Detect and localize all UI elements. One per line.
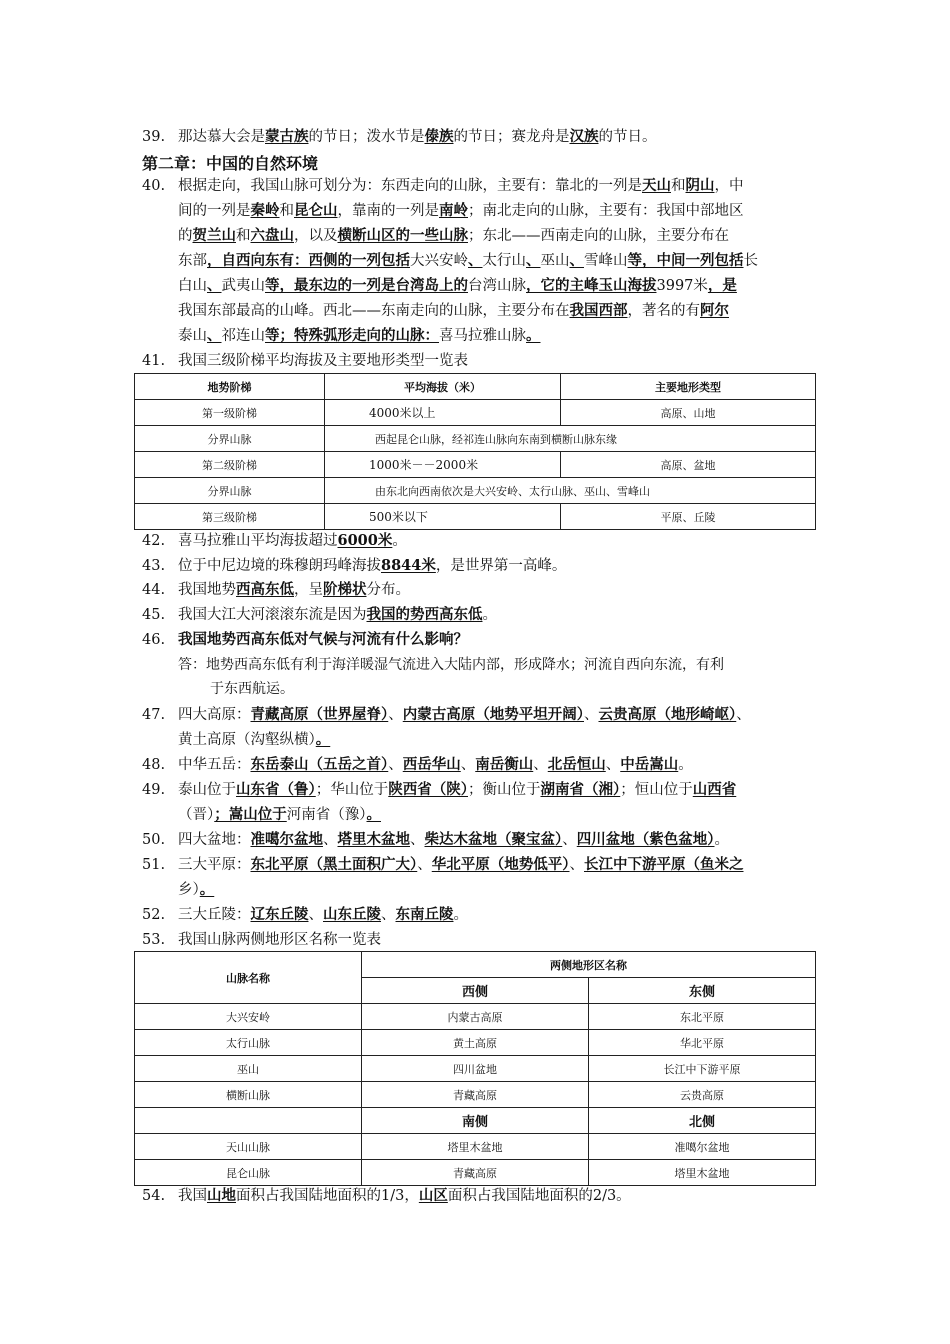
document-page: 39. 那达慕大会是蒙古族的节日；泼水节是傣族的节日；赛龙舟是汉族的节日。 第二章：中国的自然环境 40. 根据走向，我国山脉可划分为：东西走向的山脉，主要有：靠北的一列是天山和阴山，中 间的一列是秦岭和昆仑山，靠南的一列是南岭；南北走向的山脉，主要有：我国中部地区 的贺兰山和六盘山，以及横断山区的一些山脉；东北——西南走向的山脉，主要分布在 东部，自西向东有：西侧的一列包括大兴安岭、太行山、巫山、雪峰山等，中间一列包括长 白山、武夷山等，最东边的一列是台湾岛上的台湾山脉，它的主峰玉山海拔3997米，是 我国东部最高的山峰。西北——东南走向的山脉，主要分布在我国西部，著名的有阿尔 泰山、祁连山等；特殊弧形走向的山脉：喜马拉雅山脉。 41. 我国三级阶梯平均海拔及主要地形类型一览表 地势阶梯 平均海拔（米） 主要地形类型 第一级阶梯 4000米以上 高原、山地 分界山脉 西起昆仑山脉，经祁连山脉向东南到横断山脉东缘 第二级阶梯 1000米－－2000米 高原、盆地 分界山脉 由东北向西南依次是大兴安岭、太行山脉、巫山、雪峰山 第三级阶梯 500米以下 平原、丘陵 42. 喜马拉雅山平均海拔超过6000米。 43. 位于中尼边境的珠穆朗玛峰海拔8844米，是世界第一高峰。 44. 我国地势西高东低，呈阶梯状分布。 45. 我国大江大河滚滚东流是因为我国的势西高东低。 46. 我国地势西高东低对气候与河流有什么影响？ 答：地势西高东低有利于海洋暖湿气流进入大陆内部，形成降水；河流自西向东流，有利 于东西航运。 47. 四大高原：青藏高原（世界屋脊）、内蒙古高原（地势平坦开阔）、云贵高原（地形崎岖）、 黄土高原（沟壑纵横）。 48. 中华五岳：东岳泰山（五岳之首）、西岳华山、南岳衡山、北岳恒山、中岳嵩山。 49. 泰山位于山东省（鲁）；华山位于陕西省（陕）；衡山位于湖南省（湘）；恒山位于山西省 （晋）；嵩山位于河南省（豫）。 50. 四大盆地：准噶尔盆地、塔里木盆地、柴达木盆地（聚宝盆）、四川盆地（紫色盆地）。 51. 三大平原：东北平原（黑土面积广大）、华北平原（地势低平）、长江中下游平原（鱼米之 乡）。 52. 三大丘陵：辽东丘陵、山东丘陵、东南丘陵。 53. 我国山脉两侧地形区名称一览表 山脉名称 两侧地形区名称 西侧 东侧 大兴安岭 内蒙古高原 东北平原 太行山脉 黄土高原 华北平原 巫山 四川盆地 长江中下游平原 横断山脉 青藏高原 云贵高原 南侧 北侧 天山山脉 塔里木盆地 准噶尔盆地 昆仑山脉 青藏高原 塔里木盆地 54. 我国山地面积占我国陆地面积的1/3，山区面积占我国陆地面积的2/3。 bbox=[0, 0, 950, 1344]
text-segment: 、 bbox=[308, 907, 323, 923]
key-term: 中岳嵩山 bbox=[620, 756, 679, 773]
text-segment: ，著名的有 bbox=[627, 303, 700, 319]
text-segment: （晋） bbox=[178, 807, 215, 823]
text-segment: 和 bbox=[279, 203, 294, 219]
text-segment: 、 bbox=[323, 832, 338, 848]
text-segment: 、 bbox=[584, 707, 599, 723]
key-term: 蒙古族 bbox=[265, 128, 309, 145]
key-term: 四川盆地（紫色盆地） bbox=[576, 831, 715, 848]
key-term: 山地 bbox=[207, 1187, 236, 1204]
text-segment: 河南省（豫） bbox=[286, 807, 367, 823]
text-segment: 分布。 bbox=[366, 582, 410, 598]
key-term: 6000米 bbox=[337, 532, 393, 549]
text-segment: 巫山 bbox=[540, 253, 570, 269]
text-segment: 的节日；赛龙舟是 bbox=[453, 129, 570, 145]
text-segment: 、 bbox=[569, 857, 584, 873]
text-segment: 、 bbox=[562, 832, 577, 848]
item-40-line-1 bbox=[178, 174, 744, 198]
key-term: 等，中间一列包括 bbox=[627, 252, 744, 269]
text-segment: 黄土高原（沟壑纵横） bbox=[178, 732, 316, 748]
text-segment: 四大高原： bbox=[178, 707, 251, 723]
text-segment: 我国 bbox=[178, 1188, 207, 1204]
key-term: 柴达木盆地（聚宝盆） bbox=[424, 831, 563, 848]
text-segment: 。 bbox=[453, 907, 468, 923]
key-term: 。 bbox=[366, 806, 381, 823]
text-segment: 面积占我国陆地面积的1/3， bbox=[236, 1188, 419, 1204]
text-segment: 我国大江大河滚滚东流是因为 bbox=[178, 607, 367, 623]
item-40-line-2 bbox=[178, 199, 744, 223]
text-segment: 四大盆地： bbox=[178, 832, 251, 848]
key-term: 东南丘陵 bbox=[395, 906, 454, 923]
key-term: 西岳华山 bbox=[402, 756, 461, 773]
terrain-steps-table bbox=[134, 373, 816, 530]
table-row: 太行山脉 黄土高原 华北平原 bbox=[135, 1030, 816, 1056]
text-segment: 的节日；泼水节是 bbox=[308, 129, 425, 145]
text-segment: ，呈 bbox=[294, 582, 323, 598]
text-segment: 。 bbox=[678, 757, 693, 773]
key-term: 天山 bbox=[642, 177, 671, 194]
text-segment: 。 bbox=[714, 832, 729, 848]
text-segment: 祁连山 bbox=[221, 328, 265, 344]
text-segment: 根据走向，我国山脉可划分为：东西走向的山脉，主要有：靠北的一列是 bbox=[178, 178, 642, 194]
key-term: 汉族 bbox=[569, 128, 599, 145]
text-segment: 、 bbox=[460, 757, 476, 773]
text-segment: ；恒山位于 bbox=[620, 782, 693, 798]
table-row: 大兴安岭 内蒙古高原 东北平原 bbox=[135, 1004, 816, 1030]
key-term: 阿尔 bbox=[700, 302, 729, 319]
key-term: 辽东丘陵 bbox=[250, 906, 309, 923]
key-term: 、 bbox=[207, 327, 222, 344]
key-term: 山西省 bbox=[692, 781, 737, 798]
key-term: 山东丘陵 bbox=[323, 906, 381, 923]
key-term: 长江中下游平原（鱼米之 bbox=[584, 856, 744, 873]
key-term: 傣族 bbox=[424, 128, 454, 145]
text-segment: 。 bbox=[392, 533, 407, 549]
key-term: 、 bbox=[207, 277, 222, 294]
text-segment: 喜马拉雅山脉 bbox=[439, 328, 526, 344]
key-term: 秦岭 bbox=[250, 202, 280, 219]
text-segment: ；南北走向的山脉，主要有：我国中部地区 bbox=[468, 203, 744, 219]
text-segment: 间的一列是 bbox=[178, 203, 251, 219]
text-segment: 中华五岳： bbox=[178, 757, 251, 773]
text-segment: 那达慕大会是 bbox=[178, 129, 265, 145]
key-term: 等，最东边的一列是台湾岛上的 bbox=[265, 277, 468, 294]
text-segment: 位于中尼边境的珠穆朗玛峰海拔 bbox=[178, 558, 381, 574]
key-term: 华北平原（地势低平） bbox=[431, 856, 570, 873]
key-term: 北岳恒山 bbox=[547, 756, 606, 773]
item-39-text bbox=[178, 125, 657, 149]
key-term: 我国西部 bbox=[569, 302, 628, 319]
key-term: 东岳泰山（五岳之首） bbox=[250, 756, 389, 773]
key-term: 、 bbox=[569, 252, 584, 269]
key-term: ；嵩山位于 bbox=[214, 806, 287, 823]
text-segment: 。 bbox=[482, 607, 497, 623]
text-segment: 白山 bbox=[178, 278, 207, 294]
key-term: ，是 bbox=[707, 277, 737, 294]
text-segment: ；东北——西南走向的山脉，主要分布在 bbox=[468, 228, 729, 244]
item-40-line-3 bbox=[178, 224, 729, 248]
text-segment: 我国地势 bbox=[178, 582, 236, 598]
table-header-row: 山脉名称 两侧地形区名称 bbox=[135, 952, 816, 978]
table-row: 分界山脉 由东北向西南依次是大兴安岭、太行山脉、巫山、雪峰山 bbox=[135, 478, 816, 504]
key-term: 横断山区的一些山脉 bbox=[337, 227, 468, 244]
item-40-line-7 bbox=[178, 324, 541, 348]
key-term: 云贵高原（地形崎岖） bbox=[598, 706, 737, 723]
table-row: 第三级阶梯 500米以下 平原、丘陵 bbox=[135, 504, 816, 530]
text-segment: ，以及 bbox=[294, 228, 338, 244]
key-term: 8844米 bbox=[381, 557, 436, 574]
table-header-row: 地势阶梯 平均海拔（米） 主要地形类型 bbox=[135, 374, 816, 400]
table-row: 第二级阶梯 1000米－－2000米 高原、盆地 bbox=[135, 452, 816, 478]
text-segment: 、 bbox=[381, 907, 396, 923]
table-53-caption: 我国山脉两侧地形区名称一览表 bbox=[178, 932, 381, 948]
text-segment: 太行山 bbox=[482, 253, 526, 269]
key-term: 西高东低 bbox=[236, 581, 294, 598]
key-term: 。 bbox=[526, 327, 541, 344]
text-segment: ，是世界第一高峰。 bbox=[435, 558, 567, 574]
key-term: 塔里木盆地 bbox=[337, 831, 410, 848]
key-term: ，自西向东有：西侧的一列包括 bbox=[207, 252, 410, 269]
text-segment: 我国东部最高的山峰。西北——东南走向的山脉，主要分布在 bbox=[178, 303, 570, 319]
key-term: 、 bbox=[526, 252, 541, 269]
table-row: 横断山脉 青藏高原 云贵高原 bbox=[135, 1082, 816, 1108]
text-segment: 、 bbox=[605, 757, 621, 773]
key-term: 准噶尔盆地 bbox=[250, 831, 323, 848]
text-segment: 长 bbox=[743, 253, 758, 269]
key-term: 山东省（鲁） bbox=[236, 781, 316, 798]
text-segment: 大兴安岭 bbox=[410, 253, 468, 269]
text-segment: 乡） bbox=[178, 882, 200, 898]
table-row: 昆仑山脉 青藏高原 塔里木盆地 bbox=[135, 1160, 816, 1186]
key-term: 。 bbox=[199, 881, 215, 898]
key-term: 青藏高原（世界屋脊） bbox=[250, 706, 389, 723]
key-term: 、 bbox=[468, 252, 483, 269]
table-subheader-row: 西侧 东侧 bbox=[135, 978, 816, 1004]
key-term: 阴山 bbox=[685, 177, 715, 194]
text-segment: 和 bbox=[236, 228, 251, 244]
key-term: 湖南省（湘） bbox=[540, 781, 621, 798]
key-term: 阶梯状 bbox=[323, 581, 367, 598]
text-segment: 喜马拉雅山平均海拔超过 bbox=[178, 533, 338, 549]
text-segment: ，中 bbox=[714, 178, 744, 194]
question-46: 我国地势西高东低对气候与河流有什么影响？ bbox=[178, 631, 468, 648]
text-segment: 和 bbox=[671, 178, 686, 194]
text-segment: 三大平原： bbox=[178, 857, 251, 873]
text-segment: 、 bbox=[388, 757, 403, 773]
text-segment: 台湾山脉 bbox=[468, 278, 526, 294]
key-term: 六盘山 bbox=[250, 227, 294, 244]
text-segment: 、 bbox=[388, 707, 403, 723]
key-term: 东北平原（黑土面积广大） bbox=[250, 856, 418, 873]
text-segment: 的 bbox=[178, 228, 193, 244]
text-segment: 、 bbox=[417, 857, 432, 873]
table-row: 第一级阶梯 4000米以上 高原、山地 bbox=[135, 400, 816, 426]
text-segment: ，靠南的一列是 bbox=[337, 203, 439, 219]
key-term: 山区 bbox=[418, 1187, 448, 1204]
key-term: 南岭 bbox=[439, 202, 468, 219]
text-segment: 武夷山 bbox=[221, 278, 265, 294]
mountain-sides-table bbox=[134, 951, 816, 1186]
text-segment: 的节日。 bbox=[598, 129, 657, 145]
text-segment: 、 bbox=[410, 832, 425, 848]
table-subheader-row: 南侧 北侧 bbox=[135, 1108, 816, 1134]
key-term: 南岳衡山 bbox=[475, 756, 534, 773]
key-term: 我国的势西高东低 bbox=[366, 606, 483, 623]
key-term: ，它的主峰玉山海拔 bbox=[526, 277, 657, 294]
text-segment: 面积占我国陆地面积的2/3。 bbox=[447, 1188, 631, 1204]
text-segment: 东部 bbox=[178, 253, 207, 269]
table-row: 天山山脉 塔里木盆地 准噶尔盆地 bbox=[135, 1134, 816, 1160]
key-term: 贺兰山 bbox=[192, 227, 236, 244]
chapter-title: 第二章：中国的自然环境 bbox=[142, 154, 319, 173]
item-40-line-5 bbox=[178, 274, 737, 298]
text-segment: 、 bbox=[736, 707, 751, 723]
table-row: 巫山 四川盆地 长江中下游平原 bbox=[135, 1056, 816, 1082]
key-term: 陕西省（陕） bbox=[388, 781, 468, 798]
key-term: 内蒙古高原（地势平坦开阔） bbox=[402, 706, 584, 723]
text-segment: 3997米 bbox=[656, 278, 708, 294]
key-term: 。 bbox=[315, 731, 331, 748]
key-term: 昆仑山 bbox=[294, 202, 338, 219]
text-segment: ；华山位于 bbox=[315, 782, 389, 798]
text-segment: 雪峰山 bbox=[584, 253, 628, 269]
item-40-line-4 bbox=[178, 249, 758, 273]
text-segment: 、 bbox=[533, 757, 548, 773]
table-41-caption: 我国三级阶梯平均海拔及主要地形类型一览表 bbox=[178, 353, 468, 369]
item-40-line-6 bbox=[178, 299, 729, 323]
text-segment: 三大丘陵： bbox=[178, 907, 251, 923]
text-segment: 泰山位于 bbox=[178, 782, 236, 798]
table-row: 分界山脉 西起昆仑山脉，经祁连山脉向东南到横断山脉东缘 bbox=[135, 426, 816, 452]
text-segment: ；衡山位于 bbox=[468, 782, 541, 798]
key-term: 等；特殊弧形走向的山脉： bbox=[265, 327, 439, 344]
text-segment: 泰山 bbox=[178, 328, 207, 344]
